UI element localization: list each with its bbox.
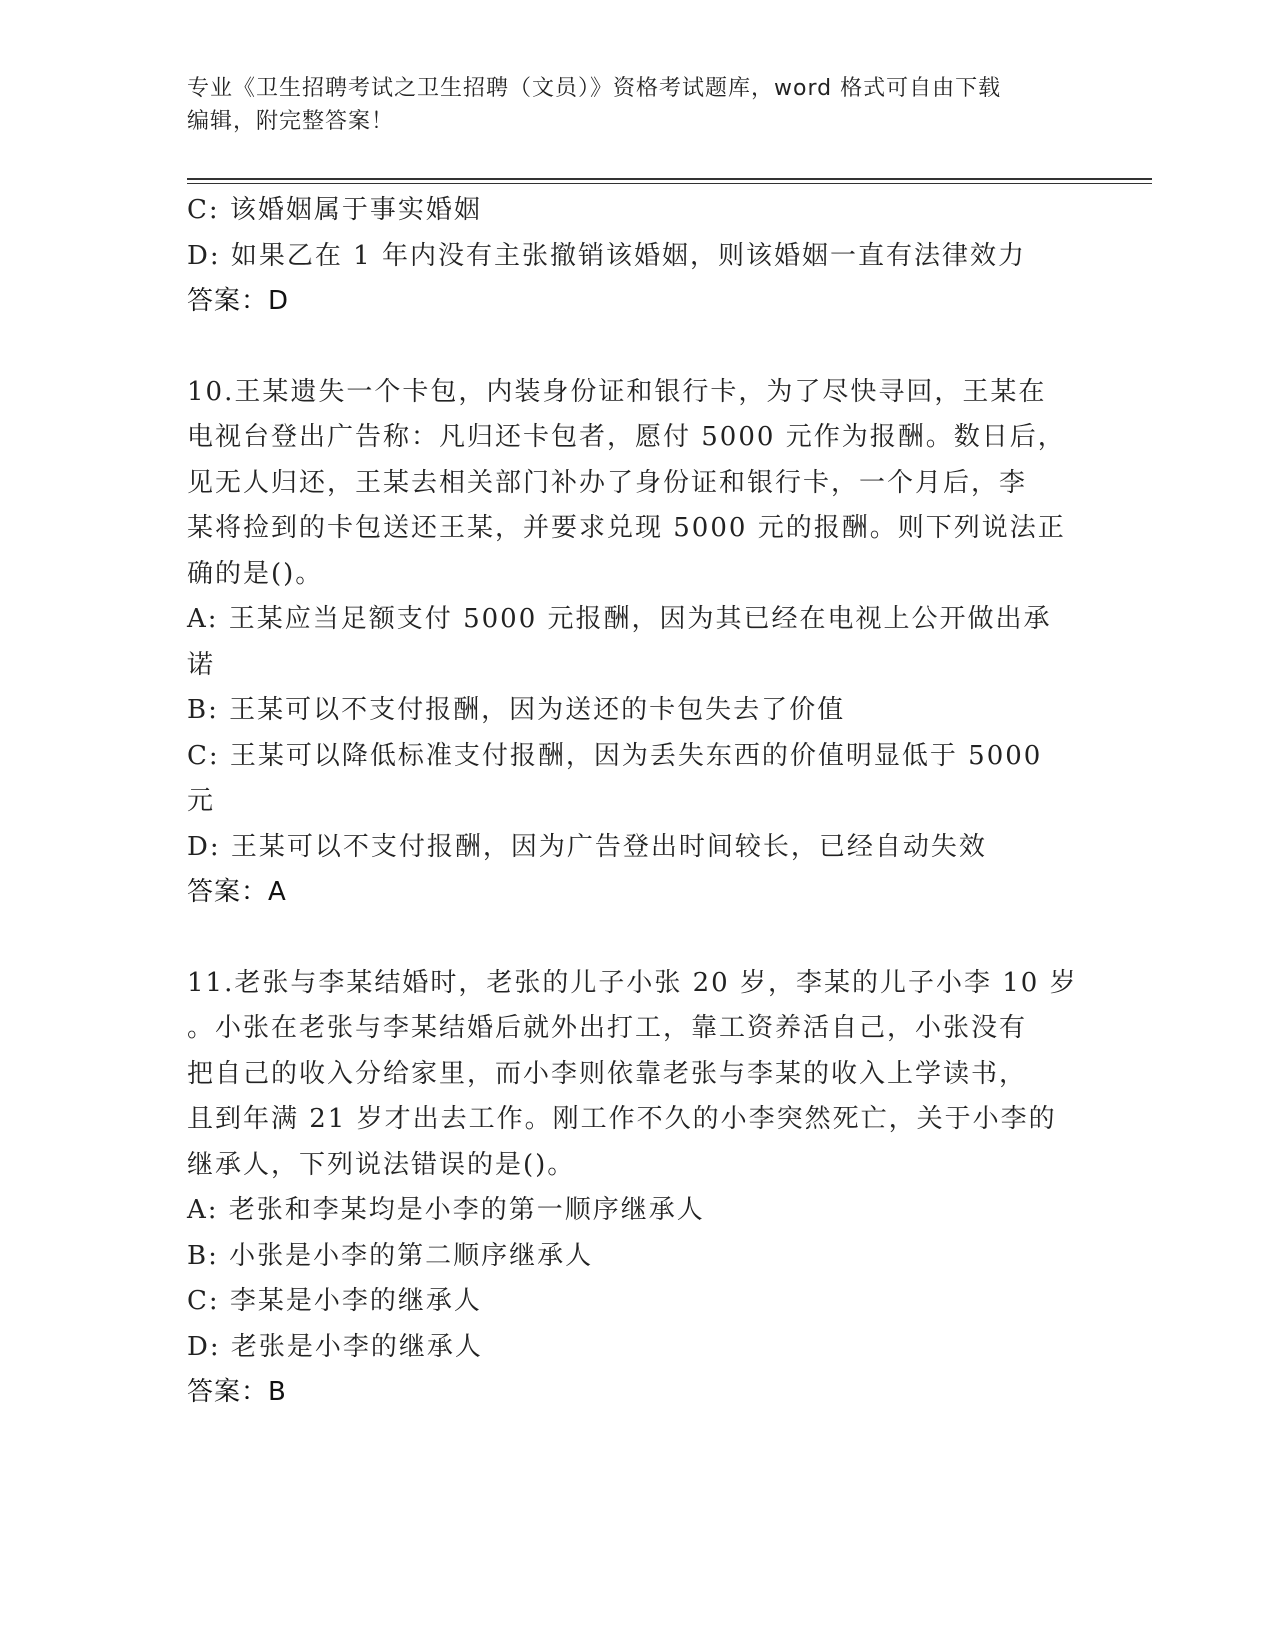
previous-question-block <box>187 188 1067 325</box>
answer-label: 答案：D <box>187 286 290 316</box>
answer-label: 答案：B <box>187 1377 287 1407</box>
option-b: B: 王某可以不支付报酬，因为送还的卡包失去了价值 <box>187 695 846 725</box>
option-a: A: 老张和李某均是小李的第一顺序继承人 <box>187 1195 705 1225</box>
spacer <box>187 916 1067 961</box>
question-11-stem-line: 把自己的收入分给家里，而小李则依靠老张与李某的收入上学读书， <box>187 1058 1028 1089</box>
option-d: D: 如果乙在 1 年内没有主张撤销该婚姻，则该婚姻一直有法律效力 <box>187 240 1026 271</box>
question-10-stem-line: 确的是()。 <box>187 558 324 589</box>
option-c: C: 李某是小李的继承人 <box>187 1286 482 1316</box>
question-11-stem-line: 11.老张与李某结婚时，老张的儿子小张 20 岁，李某的儿子小李 10 岁 <box>187 967 1078 998</box>
question-11-stem-line: 。小张在老张与李某结婚后就外出打工，靠工资养活自己，小张没有 <box>187 1013 1028 1043</box>
option-c-continued: 元 <box>187 786 216 816</box>
header-line-2: 编辑，附完整答案！ <box>187 109 395 134</box>
document-body <box>187 188 1078 1416</box>
question-10-stem-line: 10.王某遗失一个卡包，内装身份证和银行卡，为了尽快寻回，王某在 <box>187 376 1047 407</box>
option-b: B: 小张是小李的第二顺序继承人 <box>187 1240 594 1271</box>
spacer <box>187 325 1067 370</box>
question-10-block <box>187 370 1067 916</box>
header-line-1: 专业《卫生招聘考试之卫生招聘（文员）》资格考试题库，word 格式可自由下载 <box>187 76 1002 101</box>
option-a: A: 王某应当足额支付 5000 元报酬，因为其已经在电视上公开做出承 <box>187 604 1052 634</box>
question-10-stem-line: 某将捡到的卡包送还王某，并要求兑现 5000 元的报酬。则下列说法正 <box>187 513 1066 543</box>
header-divider-thick <box>187 178 1152 180</box>
question-11-stem-line: 继承人，下列说法错误的是()。 <box>187 1149 576 1180</box>
option-c: C: 该婚姻属于事实婚姻 <box>187 195 482 225</box>
question-10-stem-line: 电视台登出广告称：凡归还卡包者，愿付 5000 元作为报酬。数日后， <box>187 422 1066 452</box>
question-10-stem-line: 见无人归还，王某去相关部门补办了身份证和银行卡，一个月后，李 <box>187 467 1028 498</box>
option-a-continued: 诺 <box>187 649 216 680</box>
question-11-stem-line: 且到年满 21 岁才出去工作。刚工作不久的小李突然死亡，关于小李的 <box>187 1104 1057 1134</box>
option-d: D: 王某可以不支付报酬，因为广告登出时间较长，已经自动失效 <box>187 831 987 862</box>
option-d: D: 老张是小李的继承人 <box>187 1331 483 1362</box>
answer-label: 答案：A <box>187 877 287 907</box>
header-divider-thin <box>187 183 1152 184</box>
question-11-block <box>187 961 1078 1416</box>
document-header <box>187 72 1087 138</box>
option-c: C: 王某可以降低标准支付报酬，因为丢失东西的价值明显低于 5000 <box>187 740 1043 771</box>
